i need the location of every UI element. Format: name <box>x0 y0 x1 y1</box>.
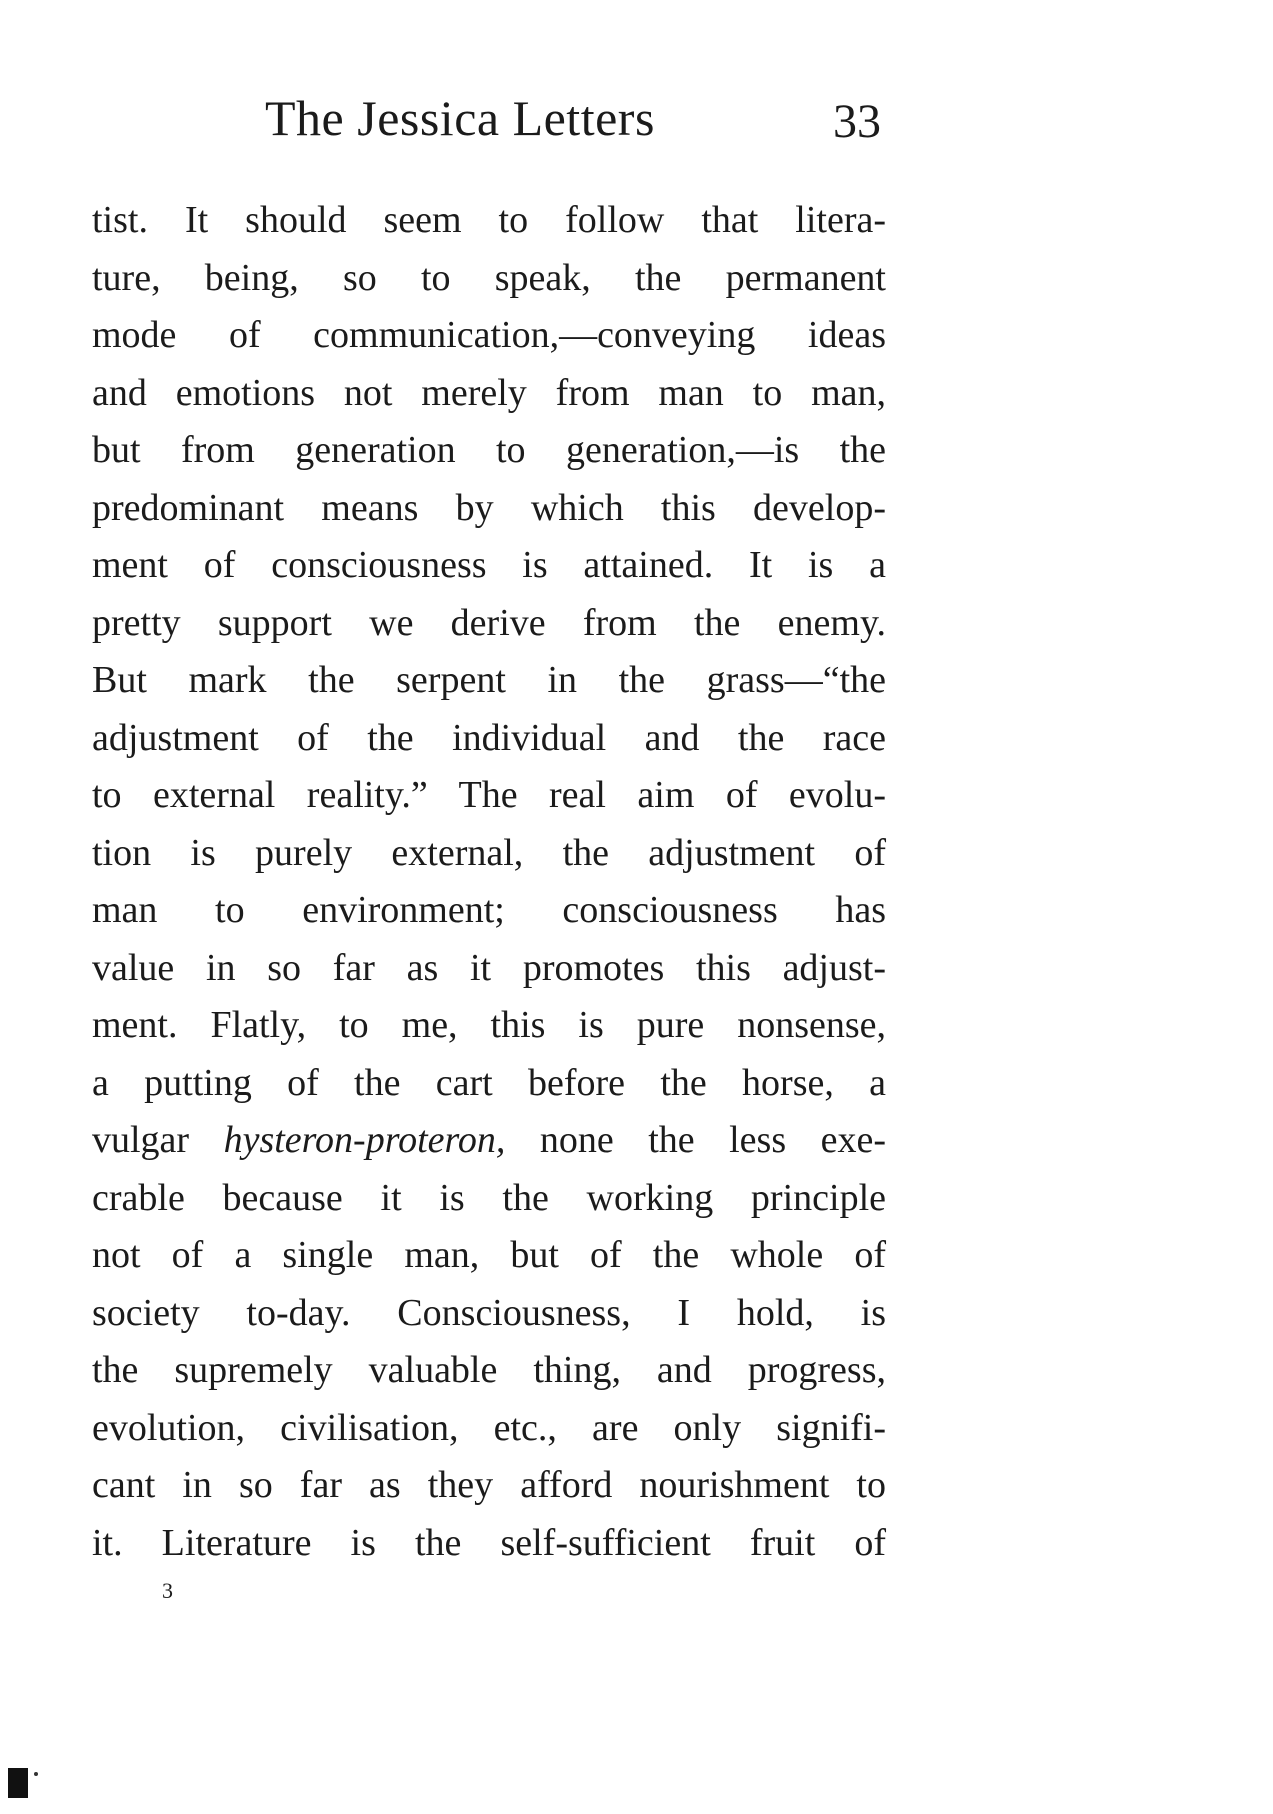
text-line: society to-day. Consciousness, I hold, is <box>92 1291 886 1334</box>
text-line: ment of consciousness is attained. It is a <box>92 544 886 586</box>
body-text <box>92 192 886 1572</box>
text-line: vulgar hysteron-proteron, none the less exe- <box>92 1119 887 1161</box>
text-line: value in so far as it promotes this adjust- <box>92 946 886 989</box>
running-title: The Jessica Letters <box>265 90 655 146</box>
text-line: a putting of the cart before the horse, a <box>92 1061 886 1104</box>
text-line: crable because it is the working principle <box>92 1176 886 1219</box>
scan-artifact <box>8 1768 28 1798</box>
text-line: ment. Flatly, to me, this is pure nonsense, <box>92 1004 886 1046</box>
text-line: pretty support we derive from the enemy. <box>92 601 886 644</box>
text-line: evolution, civilisation, etc., are only signifi- <box>92 1406 886 1449</box>
scan-artifact-dot <box>34 1772 38 1776</box>
text-line: mode of communication,—conveying ideas <box>92 314 886 356</box>
text-line: and emotions not merely from man to man, <box>92 371 886 414</box>
text-line: but from generation to generation,—is the <box>92 429 886 471</box>
text-line: predominant means by which this develop- <box>92 486 886 529</box>
signature-mark: 3 <box>162 1578 173 1603</box>
text-line: adjustment of the individual and the race <box>92 716 886 759</box>
italic-phrase: hysteron-proteron, <box>223 1119 506 1161</box>
text-line: tion is purely external, the adjustment of <box>92 831 886 874</box>
text-line: tist. It should seem to follow that litera- <box>92 199 886 241</box>
text-line: But mark the serpent in the grass—“the <box>92 659 886 701</box>
text-line: it. Literature is the self-sufficient fruit of <box>92 1521 886 1564</box>
text-line: man to environment; consciousness has <box>92 889 886 931</box>
text-line: the supremely valuable thing, and progress, <box>92 1349 886 1391</box>
text-line: to external reality.” The real aim of evolu- <box>92 774 886 816</box>
text-line: not of a single man, but of the whole of <box>92 1234 886 1276</box>
text-line: ture, being, so to speak, the permanent <box>92 256 886 299</box>
text-line: cant in so far as they afford nourishment to <box>92 1464 886 1506</box>
page-number: 33 <box>833 95 881 148</box>
